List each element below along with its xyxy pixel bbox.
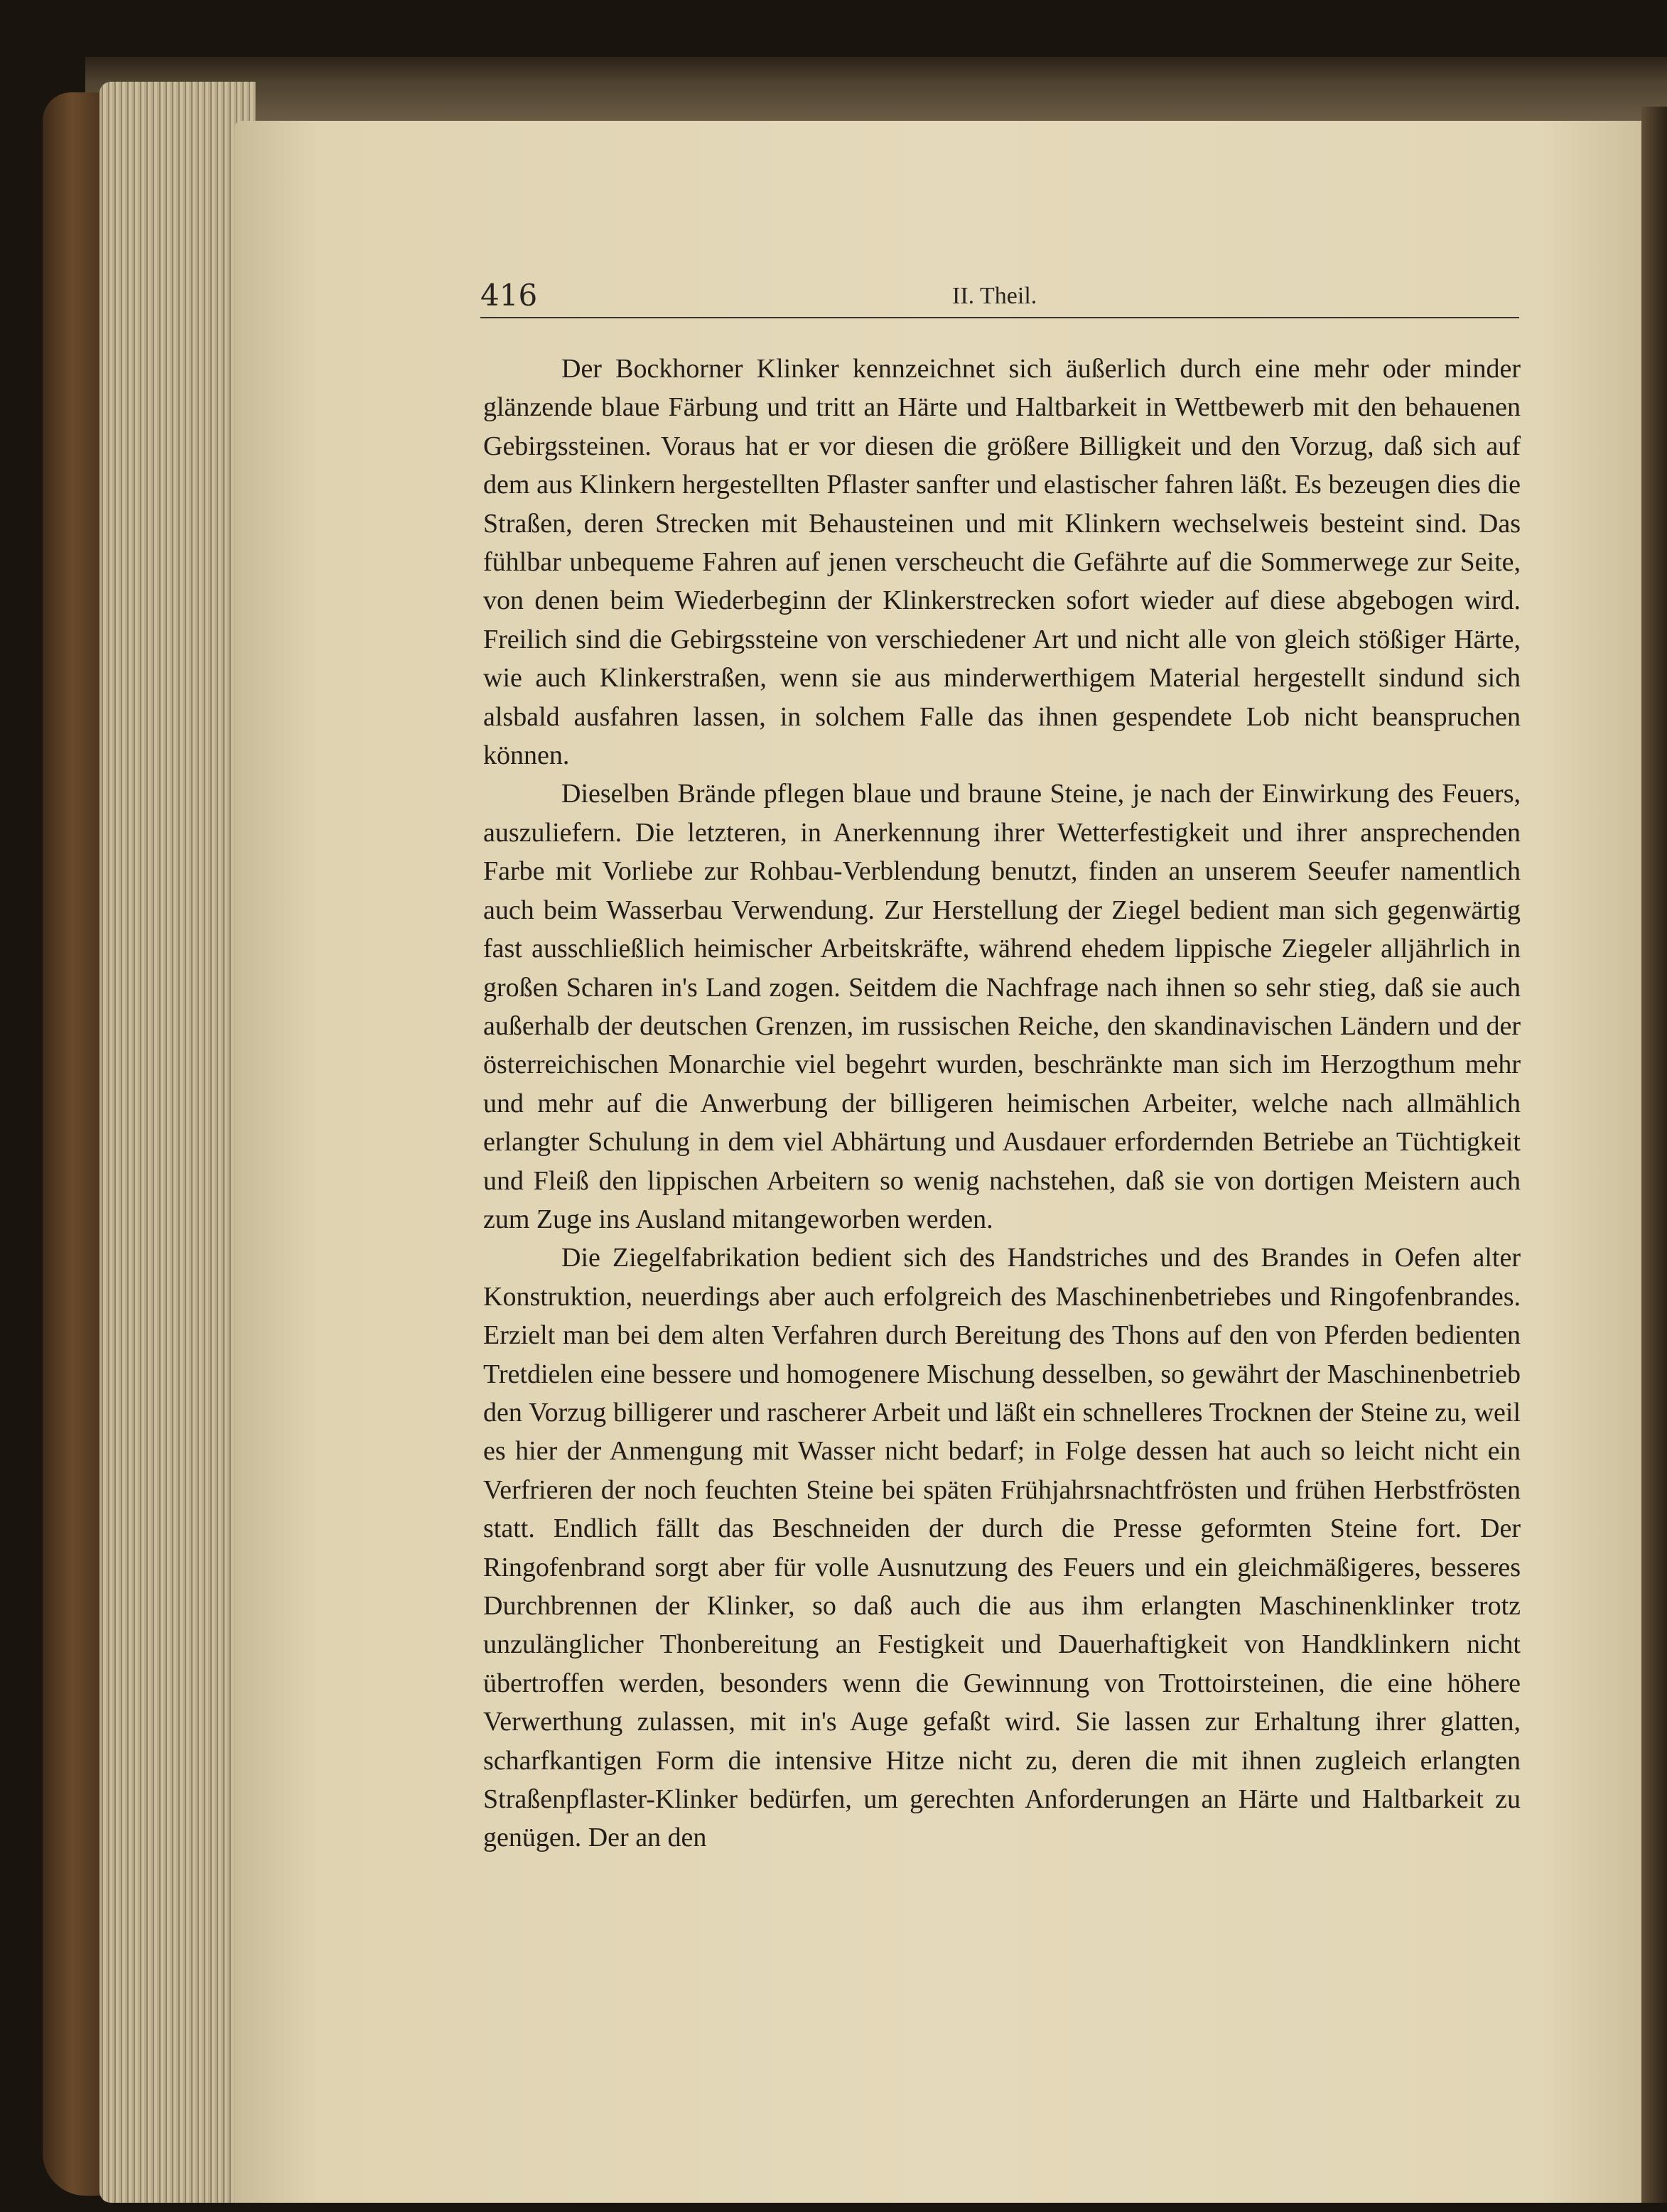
paragraph-1: Der Bockhorner Klinker kennzeichnet sich äußerlich durch eine mehr oder minder glänzende blaue Färbung und tritt an Härte und Haltbarkeit in Wettbewerb mit den behauenen Gebirgssteinen. Voraus hat er vor diesen die größere Billigkeit und den Vorzug, daß sich auf dem aus Klinkern hergestellten Pflaster sanfter und elastischer fahren läßt. Es bezeugen dies die Straßen, deren Strecken mit Behausteinen und mit Klinkern wechselweis besteint sind. Das fühlbar unbequeme Fahren auf jenen verscheucht die Gefährte auf die Sommerwege zur Seite, von denen beim Wiederbeginn der Klinkerstrecken sofort wieder auf diese abgebogen wird. Freilich sind die Gebirgssteine von verschiedener Art und nicht alle von gleich stößiger Härte, wie auch Klinkerstraßen, wenn sie aus minderwerthigem Material hergestellt sindund sich alsbald ausfahren lassen, in solchem Falle das ihnen gespendete Lob nicht beanspruchen können. bbox=[483, 354, 1521, 771]
running-head bbox=[480, 269, 1519, 318]
page-number: 416 bbox=[480, 278, 538, 313]
book-gutter bbox=[1641, 107, 1667, 2203]
page-edges-stack bbox=[99, 82, 256, 2203]
book-cover-top-edge bbox=[85, 57, 1667, 121]
header-rule bbox=[480, 317, 1519, 318]
paragraph-2: Dieselben Brände pflegen blaue und braune Steine, je nach der Einwirkung des Feuers, auszuliefern. Die letzteren, in Anerkennung ihrer Wetterfestigkeit und ihrer ansprechenden Farbe mit Vorliebe zur Rohbau-Verblendung benutzt, finden an unserem Seeufer namentlich auch beim Wasserbau Verwendung. Zur Herstellung der Ziegel bedient man sich gegenwärtig fast ausschließlich heimischer Arbeitskräfte, während ehedem lippische Ziegeler alljährlich in großen Scharen in's Land zogen. Seitdem die Nachfrage nach ihnen so sehr stieg, daß sie auch außerhalb der deutschen Grenzen, im russischen Reiche, den skandinavischen Ländern und der österreichischen Monarchie viel begehrt wurden, beschränkte man sich im Herzogthum mehr und mehr auf die Anwerbung der billigeren heimischen Arbeiter, welche nach allmählich erlangter Schulung in dem viel Abhärtung und Ausdauer erfordernden Betriebe an Tüchtigkeit und Fleiß den lippischen Arbeitern so wenig nachstehen, daß sie von dortigen Meistern auch zum Zuge ins Ausland mitangeworben werden. bbox=[483, 779, 1521, 1234]
chapter-title: II. Theil. bbox=[952, 283, 1037, 309]
paragraph-3: Die Ziegelfabrikation bedient sich des Handstriches und des Brandes in Oefen alter Konstruktion, neuerdings aber auch erfolgreich des Maschinenbetriebes und Ringofenbrandes. Erzielt man bei dem alten Verfahren durch Bereitung des Thons auf den von Pferden bedienten Tretdielen eine bessere und homogenere Mischung desselben, so gewährt der Maschinenbetrieb den Vorzug billigerer und rascherer Arbeit und läßt ein schnelleres Trocknen der Steine zu, weil es hier der Anmengung mit Wasser nicht bedarf; in Folge dessen hat auch so leicht nicht ein Verfrieren der noch feuchten Steine bei späten Frühjahrsnachtfrösten und frühen Herbstfrösten statt. Endlich fällt das Beschneiden der durch die Presse geformten Steine fort. Der Ringofenbrand sorgt aber für volle Ausnutzung des Feuers und ein gleichmäßigeres, besseres Durchbrennen der Klinker, so daß auch die aus ihm erlangten Maschinenklinker trotz unzulänglicher Thonbereitung an Festigkeit und Dauerhaftigkeit von Handklinkern nicht übertroffen werden, besonders wenn die Gewinnung von Trottoirsteinen, die eine höhere Verwerthung zulassen, mit in's Auge gefaßt wird. Sie lassen zur Erhaltung ihrer glatten, scharfkantigen Form die intensive Hitze nicht zu, deren die mit ihnen zugleich erlangten Straßenpflaster-Klinker bedürfen, um gerechten Anforderungen an Härte und Haltbarkeit zu genügen. Der an den bbox=[483, 1243, 1521, 1853]
body-text bbox=[483, 350, 1521, 1857]
